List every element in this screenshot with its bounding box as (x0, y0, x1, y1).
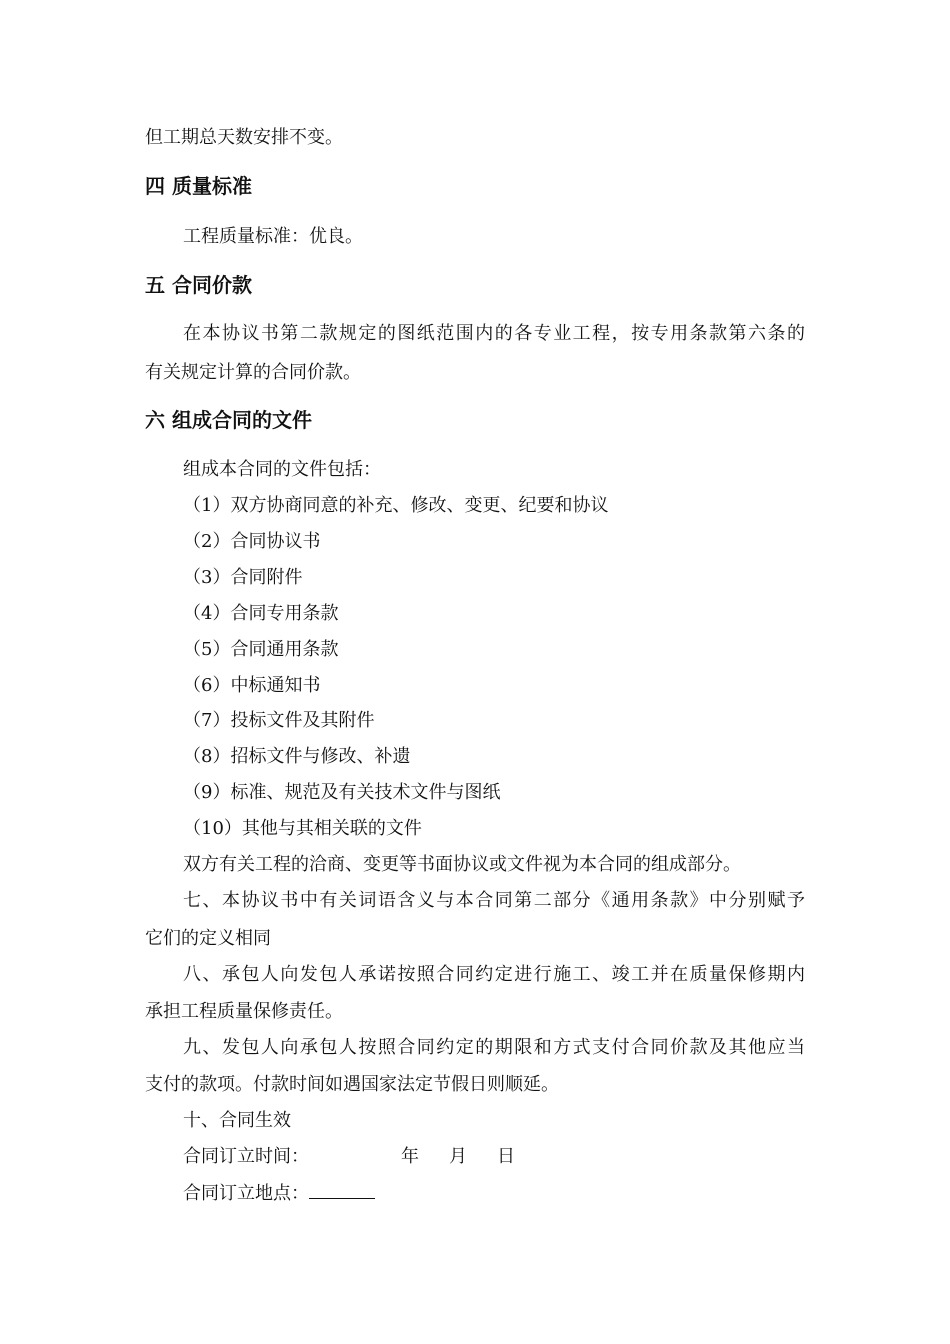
list-item: （1）双方协商同意的补充、修改、变更、纪要和协议 (183, 495, 609, 516)
day-label: 日 (497, 1146, 515, 1167)
place-blank (309, 1182, 375, 1199)
section-heading-documents: 六 组成合同的文件 (145, 408, 312, 432)
text-line: 组成本合同的文件包括： (183, 459, 381, 480)
text-line: 但工期总天数安排不变。 (145, 127, 343, 148)
list-item: （7）投标文件及其附件 (183, 710, 375, 731)
text-line: 八、承包人向发包人承诺按照合同约定进行施工、竣工并在质量保修期内 (183, 964, 805, 985)
text-line: 七、本协议书中有关词语含义与本合同第二部分《通用条款》中分别赋予 (183, 890, 805, 911)
place-label: 合同订立地点： (183, 1183, 309, 1204)
text-line: 它们的定义相同 (145, 928, 271, 949)
list-item: （8）招标文件与修改、补遗 (183, 746, 411, 767)
text-line: 在本协议书第二款规定的图纸范围内的各专业工程，按专用条款第六条的 (183, 323, 805, 344)
list-item: （5）合同通用条款 (183, 639, 339, 660)
contract-place-line (183, 1182, 375, 1205)
text-line: 支付的款项。付款时间如遇国家法定节假日则顺延。 (145, 1074, 559, 1095)
year-label: 年 (401, 1146, 419, 1167)
text-line: 十、合同生效 (183, 1110, 291, 1131)
section-heading-quality: 四 质量标准 (145, 174, 252, 198)
list-item: （9）标准、规范及有关技术文件与图纸 (183, 782, 501, 803)
text-line: 双方有关工程的洽商、变更等书面协议或文件视为本合同的组成部分。 (183, 854, 741, 875)
list-item: （6）中标通知书 (183, 675, 321, 696)
section-heading-price: 五 合同价款 (145, 273, 252, 297)
text-line: 九、发包人向承包人按照合同约定的期限和方式支付合同价款及其他应当 (183, 1037, 805, 1058)
date-label: 合同订立时间： (183, 1146, 309, 1167)
month-label: 月 (449, 1146, 467, 1167)
list-item: （10）其他与其相关联的文件 (183, 818, 422, 839)
text-line: 承担工程质量保修责任。 (145, 1001, 343, 1022)
text-line: 工程质量标准：优良。 (183, 226, 363, 247)
list-item: （4）合同专用条款 (183, 603, 339, 624)
list-item: （2）合同协议书 (183, 531, 321, 552)
contract-date-line (183, 1146, 515, 1168)
list-item: （3）合同附件 (183, 567, 303, 588)
text-line: 有关规定计算的合同价款。 (145, 362, 361, 383)
